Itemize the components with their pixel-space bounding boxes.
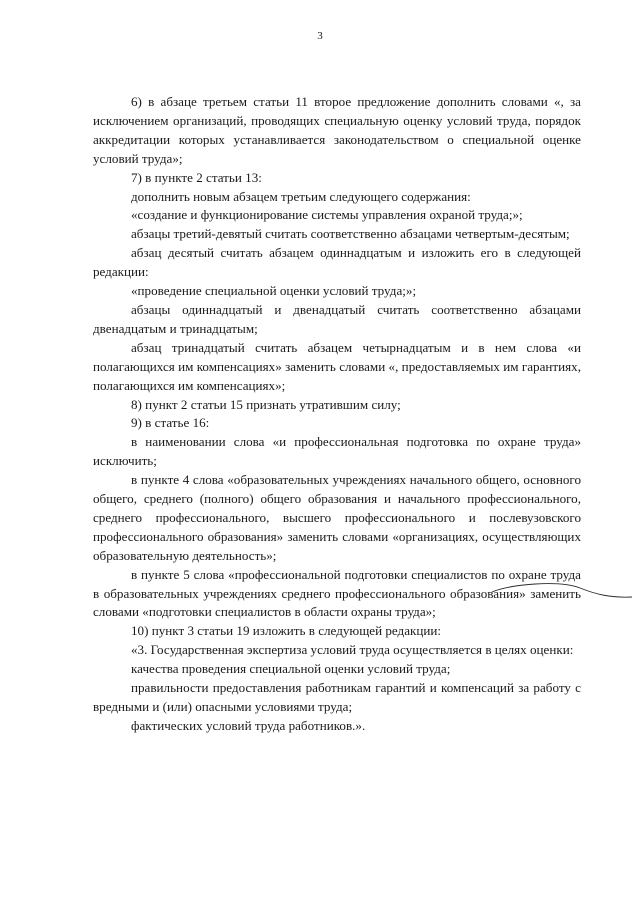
paragraph: абзац тринадцатый считать абзацем четырнадцатым и в нем слова «и полагающихся им компенсациях» заменить словами «, предоставляемых им гарантиях, полагающихся им компенсациях»; bbox=[93, 339, 581, 393]
paragraph: абзацы третий-девятый считать соответственно абзацами четвертым-десятым; bbox=[131, 226, 570, 242]
paragraph: 8) пункт 2 статьи 15 признать утратившим силу; bbox=[131, 396, 401, 412]
paragraph: «создание и функционирование системы управления охраной труда;»; bbox=[131, 207, 523, 223]
paragraph: 6) в абзаце третьем статьи 11 второе предложение дополнить словами «, за исключением организаций, проводящих специальную оценку условий труда, порядок аккредитации которых устанавливается законодательством о специальной оценке условий труда»; bbox=[93, 94, 581, 166]
paragraph: в пункте 5 слова «профессиональной подготовки специалистов по охране труда в образовательных учреждениях среднего профессионального образования» заменить словами «подготовки специалистов в области охраны труда»; bbox=[93, 566, 581, 620]
paragraph: 7) в пункте 2 статьи 13: bbox=[131, 169, 262, 185]
paragraph: дополнить новым абзацем третьим следующего содержания: bbox=[131, 188, 471, 204]
paragraph: 10) пункт 3 статьи 19 изложить в следующей редакции: bbox=[131, 623, 442, 639]
paragraph: правильности предоставления работникам гарантий и компенсаций за работу с вредными и (или) опасными условиями труда; bbox=[93, 680, 581, 714]
paragraph: абзацы одиннадцатый и двенадцатый считать соответственно абзацами двенадцатым и тринадцатым; bbox=[93, 301, 581, 336]
page-number: 3 bbox=[317, 30, 323, 42]
paragraph: фактических условий труда работников.». bbox=[131, 717, 366, 733]
paragraph: «3. Государственная экспертиза условий труда осуществляется в целях оценки: bbox=[131, 642, 574, 658]
paragraph: абзац десятый считать абзацем одиннадцатым и изложить его в следующей редакции: bbox=[93, 245, 581, 280]
paragraph: 9) в статье 16: bbox=[131, 415, 210, 431]
paragraph: в пункте 4 слова «образовательных учреждениях начального общего, основного общего, среднего (полного) общего образования и начального профессионального, среднего профессионального, высшего профессионального и послевузовского профессионального образования» заменить словами «организациях, осуществляющих образовательную деятельность»; bbox=[93, 472, 581, 563]
paragraph: качества проведения специальной оценки условий труда; bbox=[131, 661, 451, 677]
paragraph: в наименовании слова «и профессиональная подготовка по охране труда» исключить; bbox=[93, 434, 581, 469]
paragraph: «проведение специальной оценки условий труда;»; bbox=[131, 283, 417, 299]
